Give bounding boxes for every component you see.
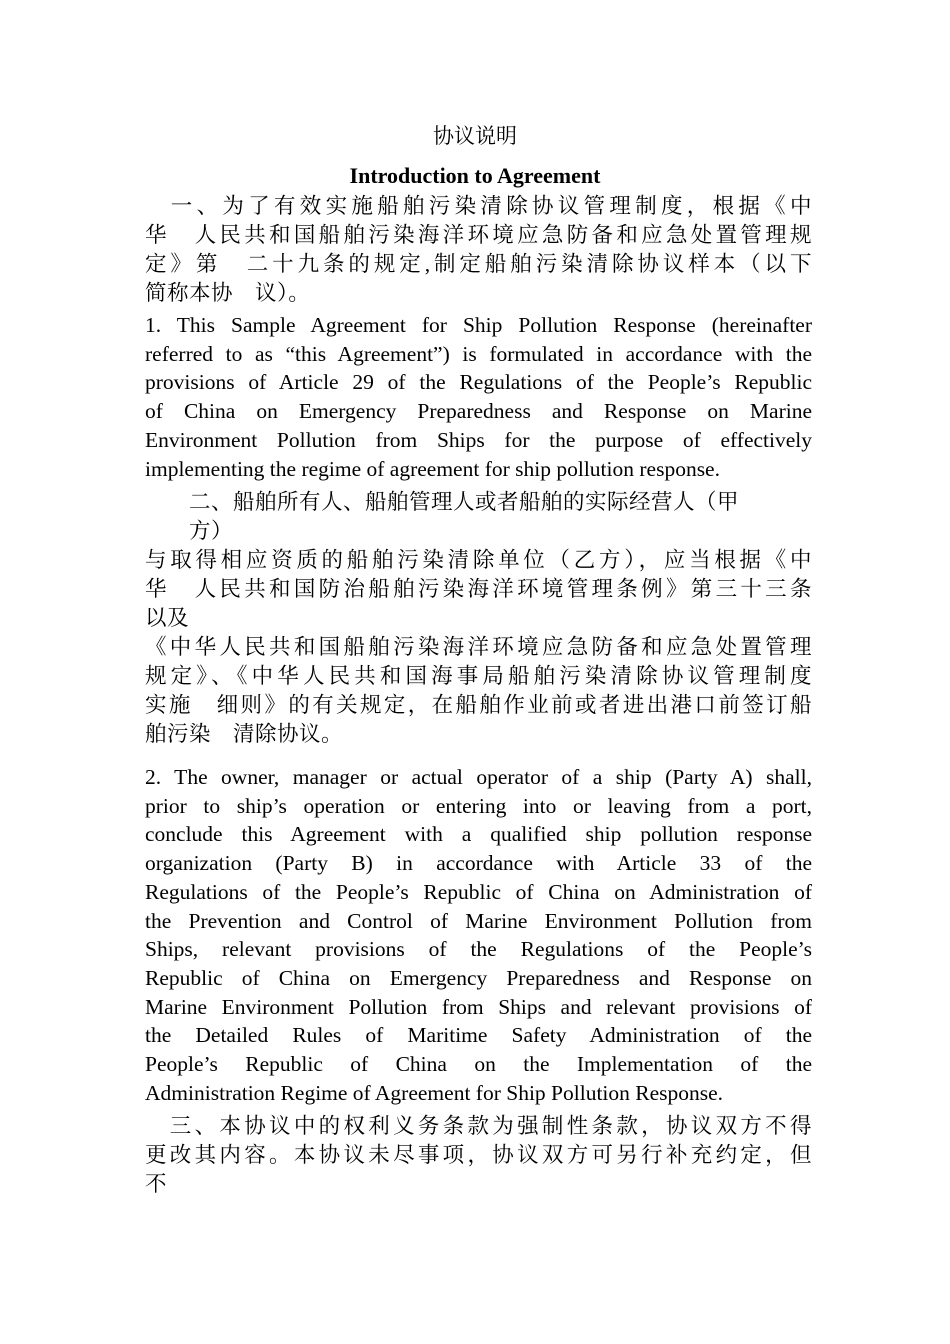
- text-line: organization (Party B) in accordance with Article 33 of the: [145, 851, 812, 876]
- text-line: 以及: [145, 606, 190, 630]
- text-line: conclude this Agreement with a qualified ship pollution response: [145, 822, 812, 847]
- text-line: provisions of Article 29 of the Regulations of the People’s Republic: [145, 370, 812, 395]
- text-line: Regulations of the People’s Republic of China on Administration of: [145, 879, 812, 904]
- text-line: 《中华人民共和国船舶污染海洋环境应急防备和应急处置管理: [145, 635, 812, 659]
- text-line: 更改其内容。本协议未尽事项，协议双方可另行补充约定，但: [145, 1143, 812, 1167]
- title-english: Introduction to Agreement: [349, 163, 601, 188]
- text-line: 简称本协 议）。: [145, 281, 311, 305]
- text-line: Marine Environment Pollution from Ships and relevant provisions of: [145, 994, 812, 1019]
- text-line: Ships, relevant provisions of the Regulations of the People’s: [145, 937, 812, 962]
- text-line: 一、为了有效实施船舶污染清除协议管理制度，根据《中: [145, 194, 812, 218]
- text-line: 规定》、《中华人民共和国海事局船舶污染清除协议管理制度: [145, 664, 812, 688]
- text-line: Administration Regime of Agreement for Ship Pollution Response.: [145, 1080, 724, 1105]
- text-line: 方）: [189, 519, 234, 543]
- section-3-chinese: [145, 1112, 812, 1199]
- text-line: 二、船舶所有人、船舶管理人或者船舶的实际经营人（甲: [189, 490, 740, 514]
- text-line: 华 人民共和国防治船舶污染海洋环境管理条例》第三十三条: [145, 577, 812, 601]
- text-line: 1. This Sample Agreement for Ship Pollution Response (hereinafter: [145, 313, 812, 337]
- text-line: referred to as “this Agreement”) is formulated in accordance with the: [145, 341, 812, 366]
- text-line: 舶污染 清除协议。: [145, 722, 344, 746]
- text-line: 实施 细则》的有关规定，在船舶作业前或者进出港口前签订船: [145, 693, 812, 717]
- text-line: the Detailed Rules of Maritime Safety Administration of the: [145, 1023, 812, 1048]
- text-line: of China on Emergency Preparedness and Response on Marine: [145, 399, 812, 424]
- text-line: 定》第 二十九条的规定,制定船舶污染清除协议样本（以下: [145, 252, 812, 276]
- text-line: People’s Republic of China on the Implementation of the: [145, 1052, 812, 1077]
- text-line: 华 人民共和国船舶污染海洋环境应急防备和应急处置管理规: [145, 223, 812, 247]
- text-line: implementing the regime of agreement for ship pollution response.: [145, 456, 720, 481]
- text-line: 2. The owner, manager or actual operator of a ship (Party A) shall,: [145, 765, 812, 789]
- section-2-chinese: [145, 488, 812, 749]
- text-line: 三、本协议中的权利义务条款为强制性条款，协议双方不得: [145, 1114, 812, 1138]
- text-line: the Prevention and Control of Marine Environment Pollution from: [145, 908, 812, 933]
- text-line: Republic of China on Emergency Preparedness and Response on: [145, 965, 812, 990]
- text-line: prior to ship’s operation or entering into or leaving from a port,: [145, 793, 812, 818]
- text-line: 不: [145, 1172, 168, 1196]
- title-chinese: 协议说明: [433, 124, 517, 148]
- text-line: 与取得相应资质的船舶污染清除单位（乙方），应当根据《中: [145, 548, 812, 572]
- text-line: Environment Pollution from Ships for the purpose of effectively: [145, 427, 812, 452]
- section-1-chinese: [145, 192, 812, 308]
- section-2-english: [145, 763, 812, 1107]
- section-1-english: [145, 311, 812, 483]
